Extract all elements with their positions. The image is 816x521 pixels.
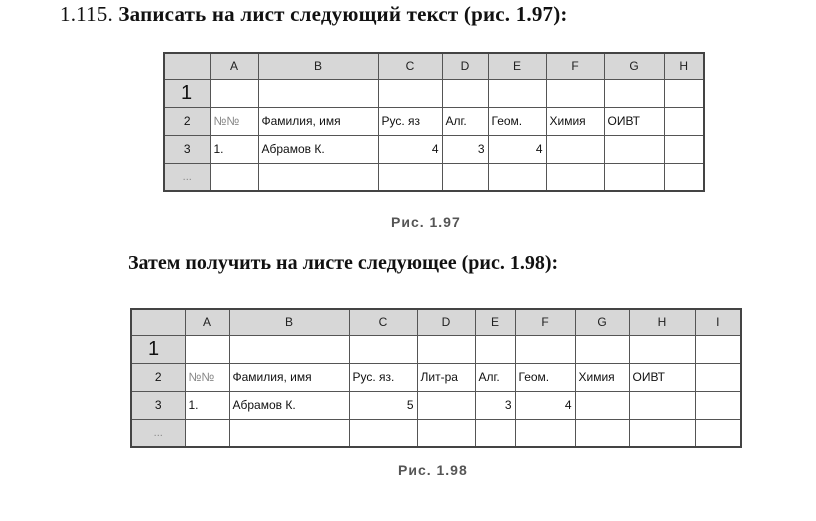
task-title — [60, 2, 568, 27]
table-row — [164, 79, 704, 107]
cell-geometry-grade: 4 — [488, 135, 546, 163]
cell-chemistry-header: Химия — [546, 107, 604, 135]
cell — [417, 419, 475, 447]
column-header-h: H — [629, 309, 695, 335]
cell — [664, 163, 704, 191]
cell — [546, 163, 604, 191]
cell — [695, 419, 741, 447]
cell — [258, 79, 378, 107]
cell — [475, 335, 515, 363]
cell-algebra-grade: 3 — [475, 391, 515, 419]
cell-algebra-grade: 3 — [442, 135, 488, 163]
cell — [349, 335, 417, 363]
cell — [442, 163, 488, 191]
row-header-2: 2 — [131, 363, 185, 391]
column-header-f: F — [515, 309, 575, 335]
column-header-b: B — [229, 309, 349, 335]
figure-caption-1-97: Рис. 1.97 — [391, 214, 461, 230]
table-row — [131, 335, 741, 363]
cell — [258, 163, 378, 191]
row-header-3: 3 — [131, 391, 185, 419]
cell-geometry-grade: 4 — [515, 391, 575, 419]
cell — [475, 419, 515, 447]
cell — [546, 79, 604, 107]
column-header-f: F — [546, 53, 604, 79]
cell — [695, 363, 741, 391]
cell-student-name: Абрамов К. — [229, 391, 349, 419]
cell — [604, 135, 664, 163]
cell — [210, 163, 258, 191]
cell-chemistry-header: Химия — [575, 363, 629, 391]
cell-russian-grade: 4 — [378, 135, 442, 163]
table-row — [164, 107, 704, 135]
cell — [378, 163, 442, 191]
cell — [664, 79, 704, 107]
spreadsheet-figure-1-98 — [130, 308, 742, 448]
cell-number-sign: №№ — [185, 363, 229, 391]
column-header-i: I — [695, 309, 741, 335]
cell-russian-header: Рус. яз — [378, 107, 442, 135]
column-header-d: D — [417, 309, 475, 335]
corner-cell — [164, 53, 210, 79]
cell-oivt-header: ОИВТ — [604, 107, 664, 135]
cell-russian-grade: 5 — [349, 391, 417, 419]
cell-algebra-header: Алг. — [475, 363, 515, 391]
cell-index: 1. — [210, 135, 258, 163]
cell — [229, 419, 349, 447]
column-header-h: H — [664, 53, 704, 79]
cell — [349, 419, 417, 447]
cell-algebra-header: Алг. — [442, 107, 488, 135]
cell-literature-header: Лит-ра — [417, 363, 475, 391]
column-header-g: G — [575, 309, 629, 335]
task-number: 1.115. — [60, 2, 113, 26]
table-row — [131, 419, 741, 447]
cell — [417, 335, 475, 363]
cell — [629, 335, 695, 363]
cell — [229, 335, 349, 363]
table-row — [131, 363, 741, 391]
cell — [664, 107, 704, 135]
column-header-row — [131, 309, 741, 335]
cell — [629, 391, 695, 419]
cell-geometry-header: Геом. — [488, 107, 546, 135]
cell — [210, 79, 258, 107]
row-header-1: 1 — [164, 79, 210, 107]
cell — [378, 79, 442, 107]
column-header-e: E — [475, 309, 515, 335]
cell — [515, 335, 575, 363]
column-header-c: C — [378, 53, 442, 79]
corner-cell — [131, 309, 185, 335]
cell-literature-grade — [417, 391, 475, 419]
column-header-g: G — [604, 53, 664, 79]
column-header-e: E — [488, 53, 546, 79]
cell-student-name: Абрамов К. — [258, 135, 378, 163]
cell — [488, 163, 546, 191]
cell — [695, 335, 741, 363]
figure-caption-1-98: Рис. 1.98 — [398, 462, 468, 478]
cell — [185, 335, 229, 363]
cell — [575, 335, 629, 363]
cell-oivt-header: ОИВТ — [629, 363, 695, 391]
cell — [575, 391, 629, 419]
cell — [604, 163, 664, 191]
table-row — [164, 163, 704, 191]
cell-name-header: Фамилия, имя — [258, 107, 378, 135]
cell — [664, 135, 704, 163]
cell-name-header: Фамилия, имя — [229, 363, 349, 391]
cell-index: 1. — [185, 391, 229, 419]
row-header-1: 1 — [131, 335, 185, 363]
table-row — [164, 135, 704, 163]
cell — [442, 79, 488, 107]
intro-text: Затем получить на листе следующее (рис. 1.98): — [128, 252, 559, 274]
row-header-ellipsis: ... — [131, 419, 185, 447]
column-header-a: A — [210, 53, 258, 79]
cell — [575, 419, 629, 447]
cell — [488, 79, 546, 107]
column-header-c: C — [349, 309, 417, 335]
column-header-d: D — [442, 53, 488, 79]
cell-number-sign: №№ — [210, 107, 258, 135]
cell — [515, 419, 575, 447]
cell — [629, 419, 695, 447]
task-text: Записать на лист следующий текст (рис. 1.97): — [118, 2, 568, 26]
table-row — [131, 391, 741, 419]
cell — [695, 391, 741, 419]
cell — [546, 135, 604, 163]
row-header-ellipsis: ... — [164, 163, 210, 191]
cell-russian-header: Рус. яз. — [349, 363, 417, 391]
cell — [185, 419, 229, 447]
column-header-a: A — [185, 309, 229, 335]
spreadsheet-figure-1-97 — [163, 52, 705, 192]
cell-geometry-header: Геом. — [515, 363, 575, 391]
row-header-3: 3 — [164, 135, 210, 163]
row-header-2: 2 — [164, 107, 210, 135]
cell — [604, 79, 664, 107]
column-header-b: B — [258, 53, 378, 79]
column-header-row — [164, 53, 704, 79]
